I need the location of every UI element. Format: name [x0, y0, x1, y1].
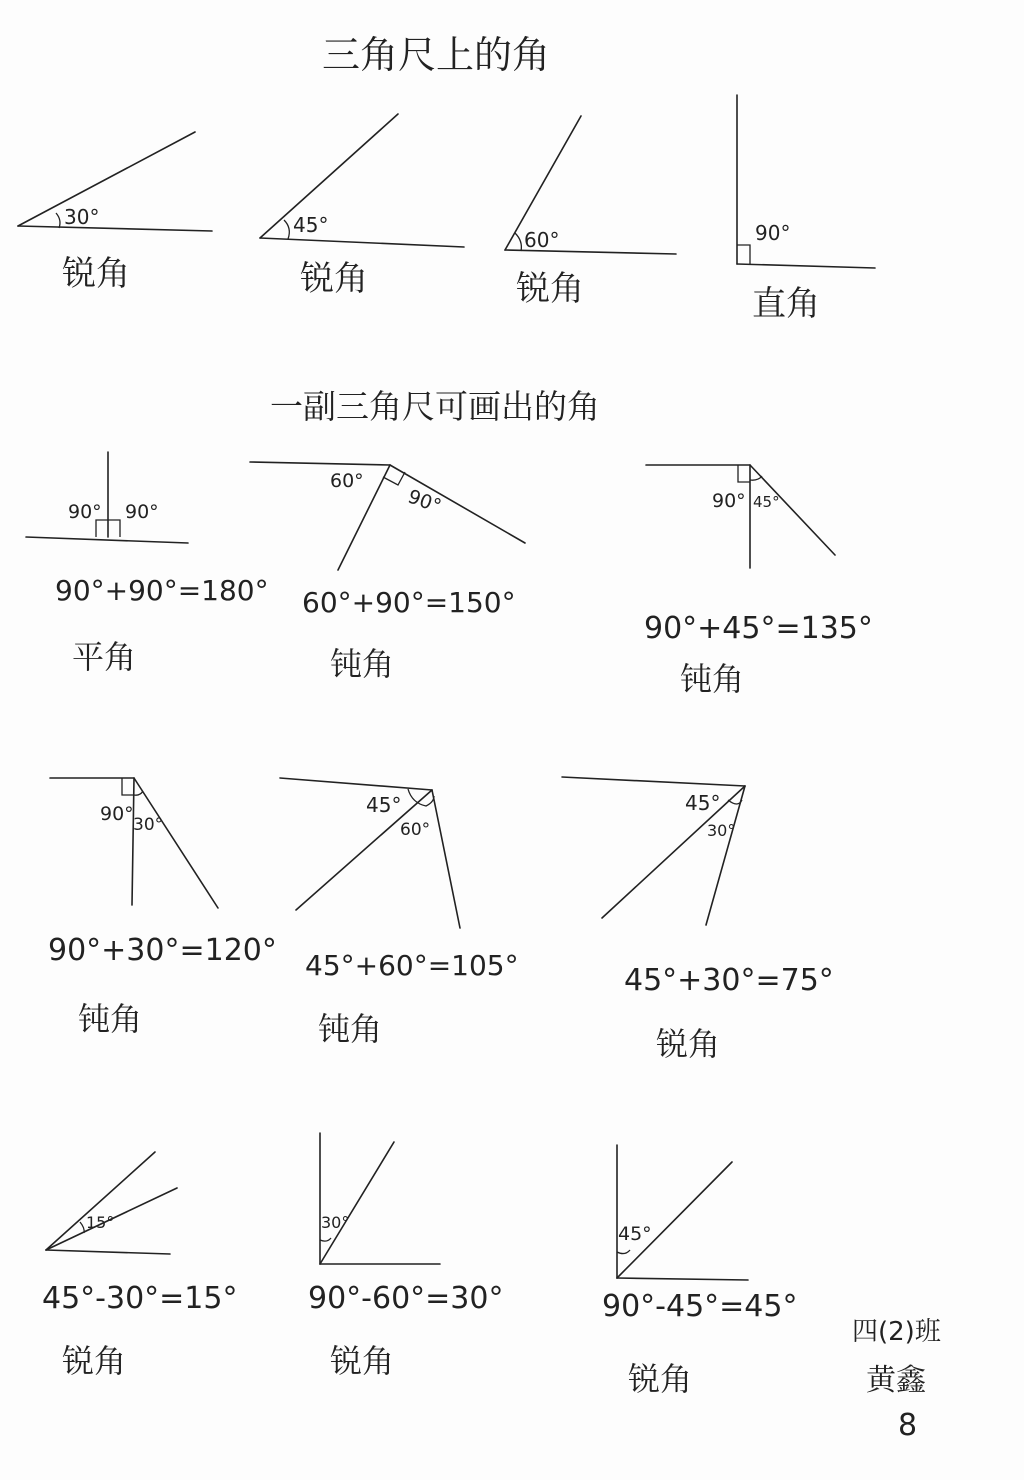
equation-105: 45°+60°=105° — [305, 949, 519, 982]
angle-105-label-b: 60° — [400, 820, 431, 840]
angle-30-type: 锐角 — [62, 254, 130, 294]
angle-135-type: 钝角 — [680, 660, 745, 698]
angle-180-label-left: 90° — [68, 501, 102, 523]
author-name: 黄鑫 — [866, 1363, 926, 1398]
angle-75-type: 锐角 — [656, 1025, 721, 1063]
angle-15-figure — [46, 1152, 177, 1254]
section-subtitle: 一副三角尺可画出的角 — [270, 387, 600, 426]
angle-120-label-b: 30° — [133, 815, 164, 835]
angle-75-figure — [562, 777, 745, 925]
angle-45b-type: 锐角 — [628, 1360, 693, 1398]
angle-45b-figure — [617, 1145, 748, 1280]
angle-60-type: 锐角 — [516, 269, 584, 309]
angle-30b-figure — [320, 1133, 440, 1264]
author-class: 四(2)班 — [852, 1317, 941, 1347]
equation-15: 45°-30°=15° — [42, 1281, 238, 1316]
angle-90-figure — [737, 95, 875, 268]
angle-120-figure — [50, 778, 218, 908]
equation-120: 90°+30°=120° — [48, 933, 277, 968]
angle-75-label-a: 45° — [685, 791, 721, 815]
page-title: 三角尺上的角 — [322, 33, 551, 77]
equation-75: 45°+30°=75° — [624, 963, 834, 998]
equation-45: 90°-45°=45° — [602, 1289, 798, 1324]
angle-90-type: 直角 — [752, 284, 820, 324]
angle-45-type: 锐角 — [300, 259, 368, 299]
angle-150-figure — [250, 462, 525, 570]
angle-60-label: 60° — [524, 228, 560, 252]
author-number: 8 — [898, 1408, 918, 1443]
angle-60-figure — [505, 116, 676, 254]
equation-150: 60°+90°=150° — [302, 586, 516, 619]
angle-30b-type: 锐角 — [330, 1342, 395, 1380]
angle-180-type: 平角 — [72, 638, 137, 676]
angle-30-figure — [18, 132, 212, 231]
angle-180-figure — [26, 452, 188, 543]
angle-30b-label: 30° — [321, 1213, 350, 1232]
angle-150-label-b: 90° — [404, 485, 445, 518]
angle-15-type: 锐角 — [62, 1342, 127, 1380]
angle-120-type: 钝角 — [78, 1000, 143, 1038]
angle-90-label: 90° — [755, 221, 791, 245]
angle-105-type: 钝角 — [318, 1010, 383, 1048]
angle-105-figure — [280, 778, 460, 928]
angle-45-figure — [260, 114, 464, 247]
angle-135-label-a: 90° — [712, 490, 746, 512]
equation-180: 90°+90°=180° — [55, 574, 269, 607]
angle-75-label-b: 30° — [707, 821, 736, 840]
equation-135: 90°+45°=135° — [644, 611, 873, 646]
equation-30: 90°-60°=30° — [308, 1281, 504, 1316]
angle-135-label-b: 45° — [753, 493, 780, 511]
angle-45-label: 45° — [293, 213, 329, 237]
angle-120-label-a: 90° — [100, 803, 134, 825]
angle-30-label: 30° — [64, 205, 100, 229]
angle-150-type: 钝角 — [330, 645, 395, 683]
angle-180-label-right: 90° — [125, 501, 159, 523]
angle-105-label-a: 45° — [366, 793, 402, 817]
angle-150-label-a: 60° — [330, 470, 364, 492]
angle-15-label: 15° — [86, 1213, 115, 1232]
angle-135-figure — [646, 465, 835, 568]
angle-45b-label: 45° — [618, 1223, 652, 1245]
